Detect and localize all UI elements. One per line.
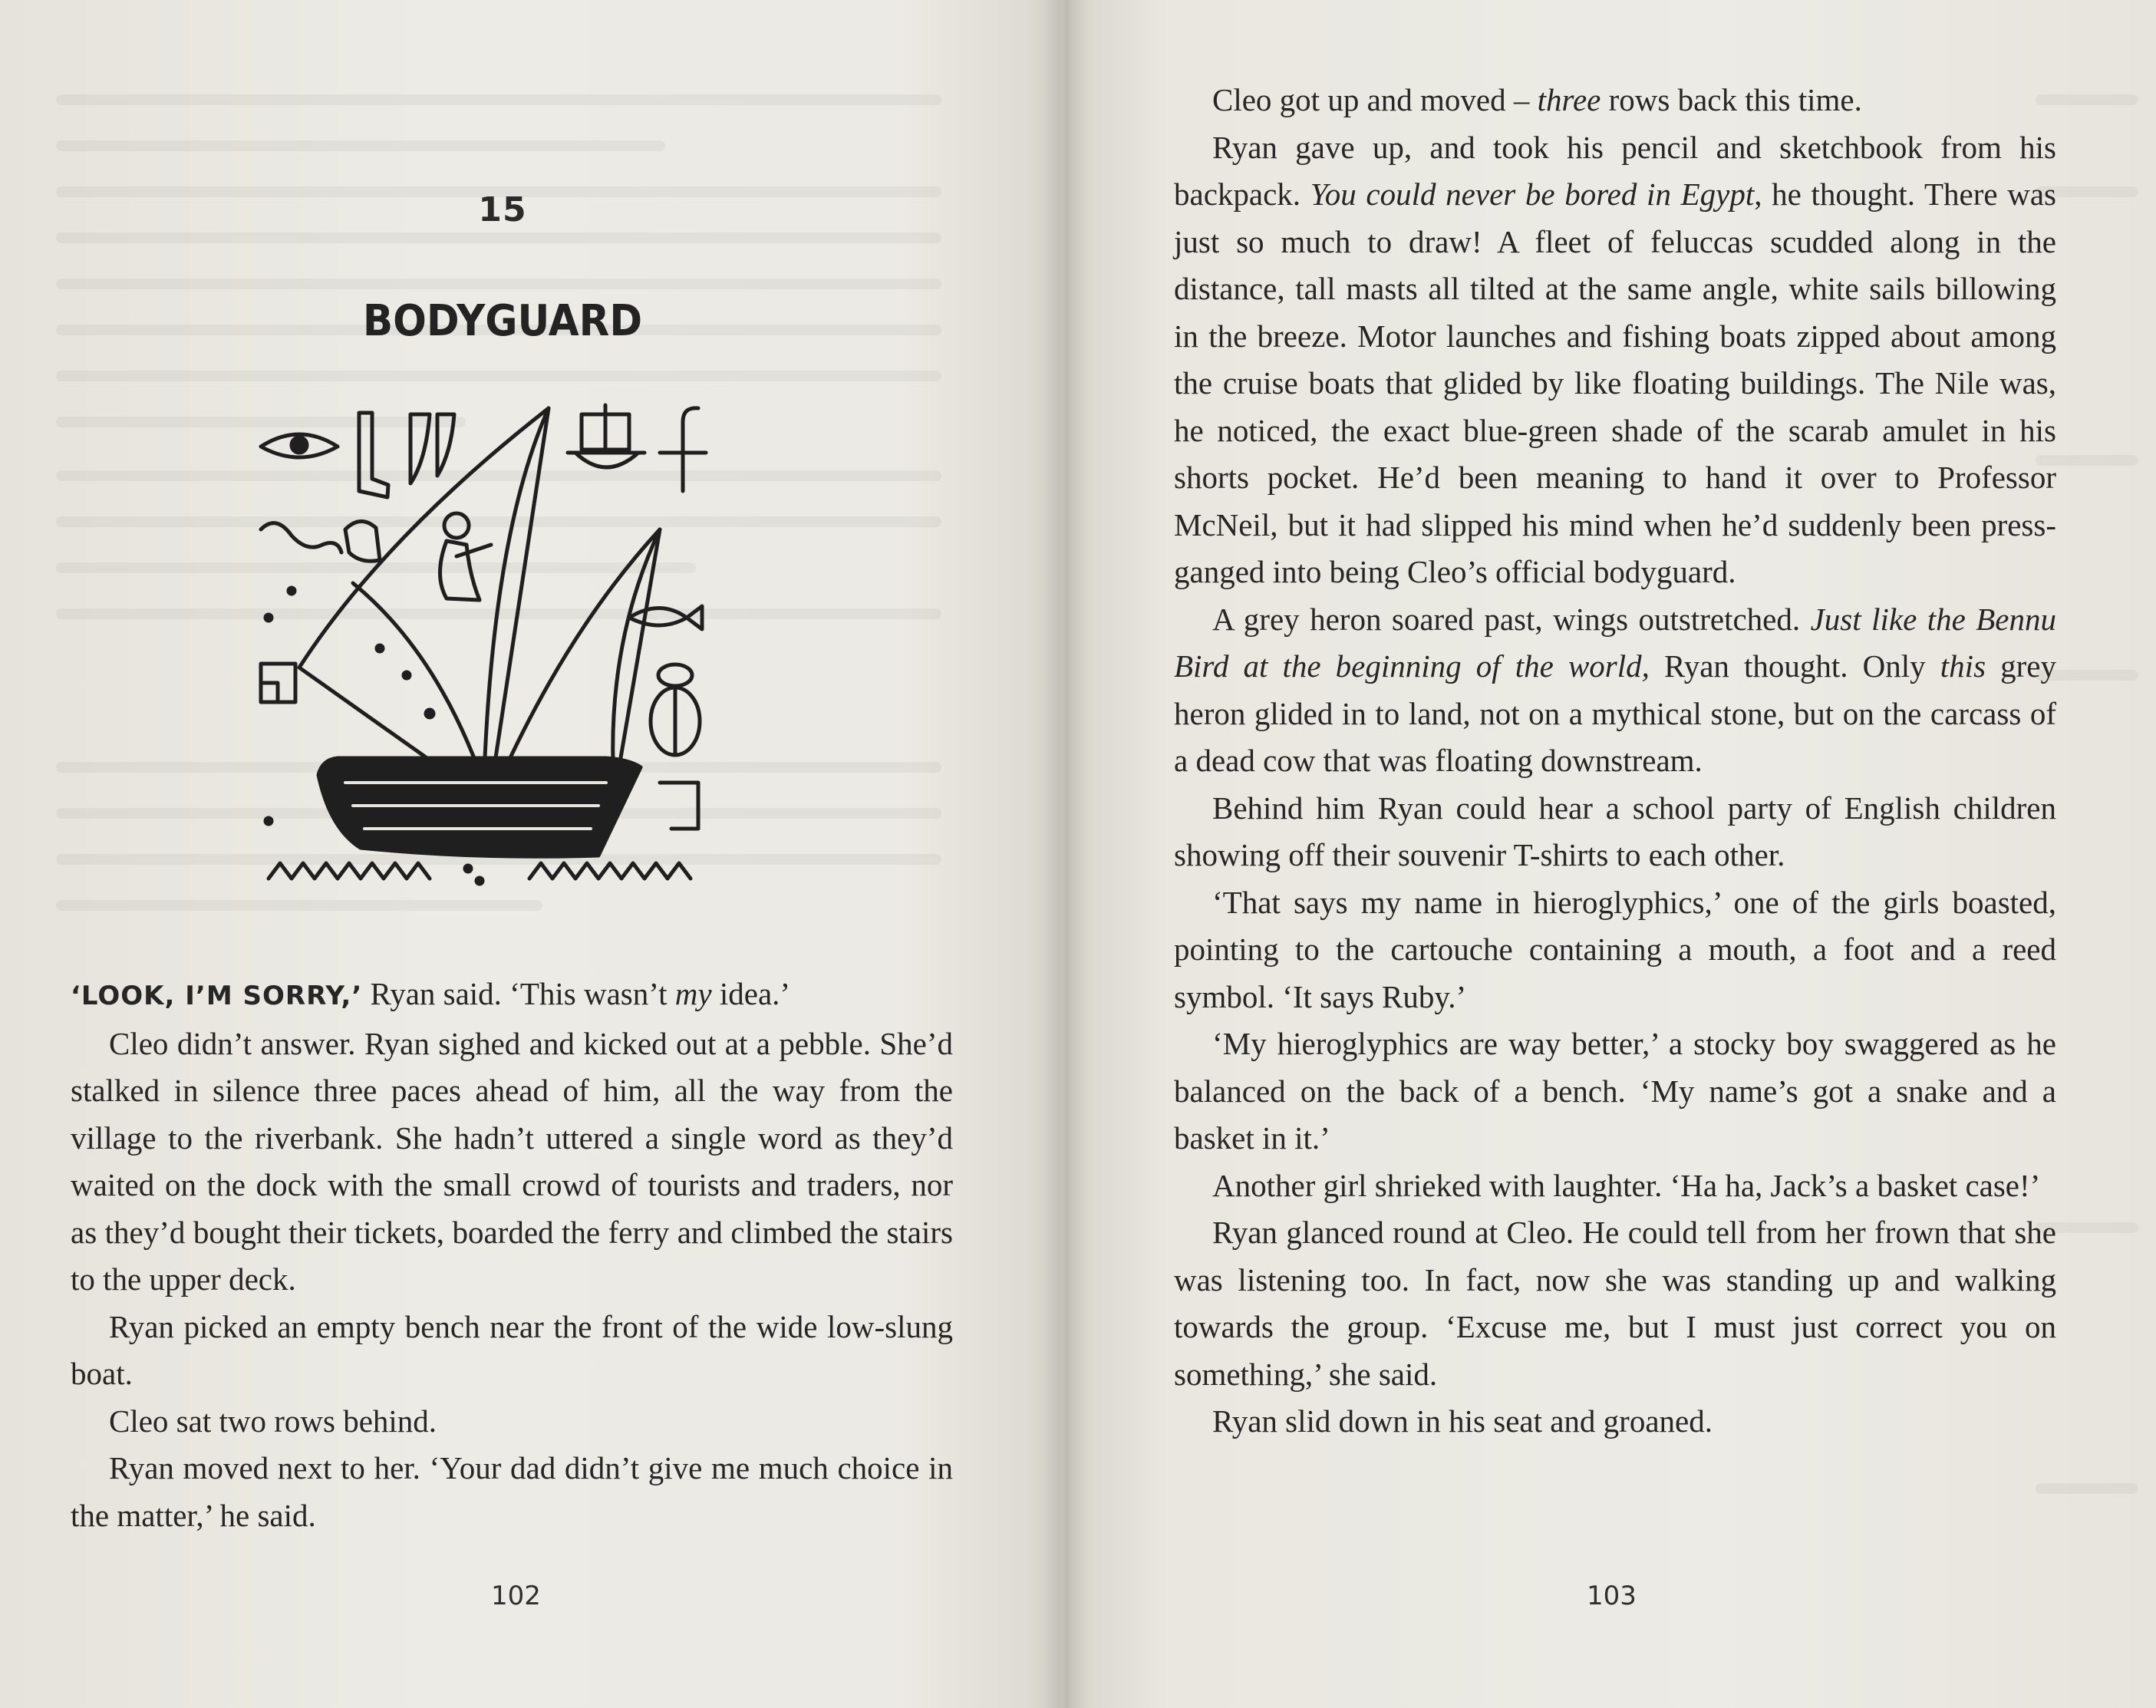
paragraph bbox=[71, 1398, 953, 1446]
paragraph bbox=[1174, 879, 2056, 1021]
book-gutter bbox=[1043, 0, 1090, 1708]
text-run: Ryan slid down in his seat and groaned. bbox=[1212, 1403, 1713, 1439]
paragraph bbox=[1174, 785, 2056, 879]
text-run: Behind him Ryan could hear a school party of English children showing off their souvenir T-shirts to each other. bbox=[1174, 790, 2056, 872]
italic-text: my bbox=[674, 976, 712, 1011]
paragraph bbox=[71, 971, 953, 1021]
text-run: ‘My hieroglyphics are way better,’ a stocky boy swaggered as he balanced on the back of a bench. ‘My name’s got a snake and a basket in it.’ bbox=[1174, 1026, 2056, 1156]
text-run: ‘That says my name in hieroglyphics,’ one of the girls boasted, pointing to the cartouche containing a mouth, a foot and a reed symbol. ‘It says Ruby.’ bbox=[1174, 884, 2056, 1014]
text-run: , he thought. There was just so much to draw! A fleet of feluccas scudded along in the distance, tall masts all tilted at the same angle, white sails billowing in the breeze. Motor launches and fishing boats zipped about among the cruise boats that glided by like floating buildings. The Nile was, he noticed, the exact blue-green shade of the scarab amulet in his shorts pocket. He’d been meaning to hand it over to Professor McNeil, but it had slipped his mind when he’d suddenly been press-ganged into being Cleo’s official bodyguard. bbox=[1174, 176, 2057, 589]
italic-text: this bbox=[1940, 648, 1986, 684]
text-run: Cleo sat two rows behind. bbox=[109, 1403, 437, 1439]
text-run: rows back this time. bbox=[1601, 82, 1862, 117]
text-run: Ryan glanced round at Cleo. He could tell from her frown that she was listening too. In fact, now she was standing up and walking towards the group. ‘Excuse me, but I must just correct you on something,’ she said. bbox=[1174, 1215, 2056, 1392]
felucca-hieroglyphs-icon bbox=[246, 399, 752, 898]
paragraph bbox=[71, 1445, 953, 1539]
paragraph bbox=[71, 1304, 953, 1398]
text-run: Another girl shrieked with laughter. ‘Ha ha, Jack’s a basket case!’ bbox=[1212, 1167, 2041, 1203]
text-run: grey heron glided in to land, not on a mythical stone, but on the carcass of a dead cow that was floating downstream. bbox=[1174, 648, 2056, 778]
paragraph bbox=[1174, 1021, 2056, 1162]
text-run: Ryan picked an empty bench near the front of the wide low-slung boat. bbox=[71, 1308, 953, 1391]
paragraph bbox=[1174, 1162, 2056, 1210]
text-run: Ryan said. ‘This wasn’t bbox=[362, 976, 675, 1011]
paragraph bbox=[1174, 1398, 2056, 1446]
italic-text: three bbox=[1537, 82, 1601, 117]
chapter-opening-caps: ‘LOOK, I’M SORRY,’ bbox=[71, 981, 363, 1011]
chapter-number: 15 bbox=[478, 190, 527, 229]
right-page-text bbox=[1174, 77, 2056, 1446]
page-number-left: 102 bbox=[491, 1581, 541, 1611]
text-run: A grey heron soared past, wings outstretched. bbox=[1212, 601, 1811, 637]
chapter-title: BODYGUARD bbox=[362, 296, 643, 346]
paragraph bbox=[1174, 77, 2056, 124]
italic-text: Just like the Bennu Bird at the beginning of the world, bbox=[1174, 601, 2056, 684]
paragraph bbox=[71, 1021, 953, 1304]
text-run: Ryan moved next to her. ‘Your dad didn’t give me much choice in the matter,’ he said. bbox=[71, 1450, 953, 1533]
text-run: Cleo didn’t answer. Ryan sighed and kicked out at a pebble. She’d stalked in silence three paces ahead of him, all the way from the village to the riverbank. She hadn’t uttered a single word as they’d waited on the dock with the small crowd of tourists and traders, nor as they’d bought their tickets, boarded the ferry and climbed the stairs to the upper deck. bbox=[71, 1025, 953, 1297]
italic-text: You could never be bored in Egypt bbox=[1310, 176, 1755, 212]
text-run: Ryan gave up, and took his pencil and sketchbook from his backpack. bbox=[1174, 129, 2056, 212]
page-number-right: 103 bbox=[1587, 1581, 1637, 1611]
left-page-text bbox=[71, 971, 953, 1539]
paragraph bbox=[1174, 124, 2056, 596]
text-run: Ryan thought. Only bbox=[1649, 648, 1940, 684]
paragraph bbox=[1174, 1209, 2056, 1398]
text-run: idea.’ bbox=[711, 976, 791, 1011]
paragraph bbox=[1174, 596, 2056, 785]
text-run: Cleo got up and moved – bbox=[1212, 82, 1538, 117]
